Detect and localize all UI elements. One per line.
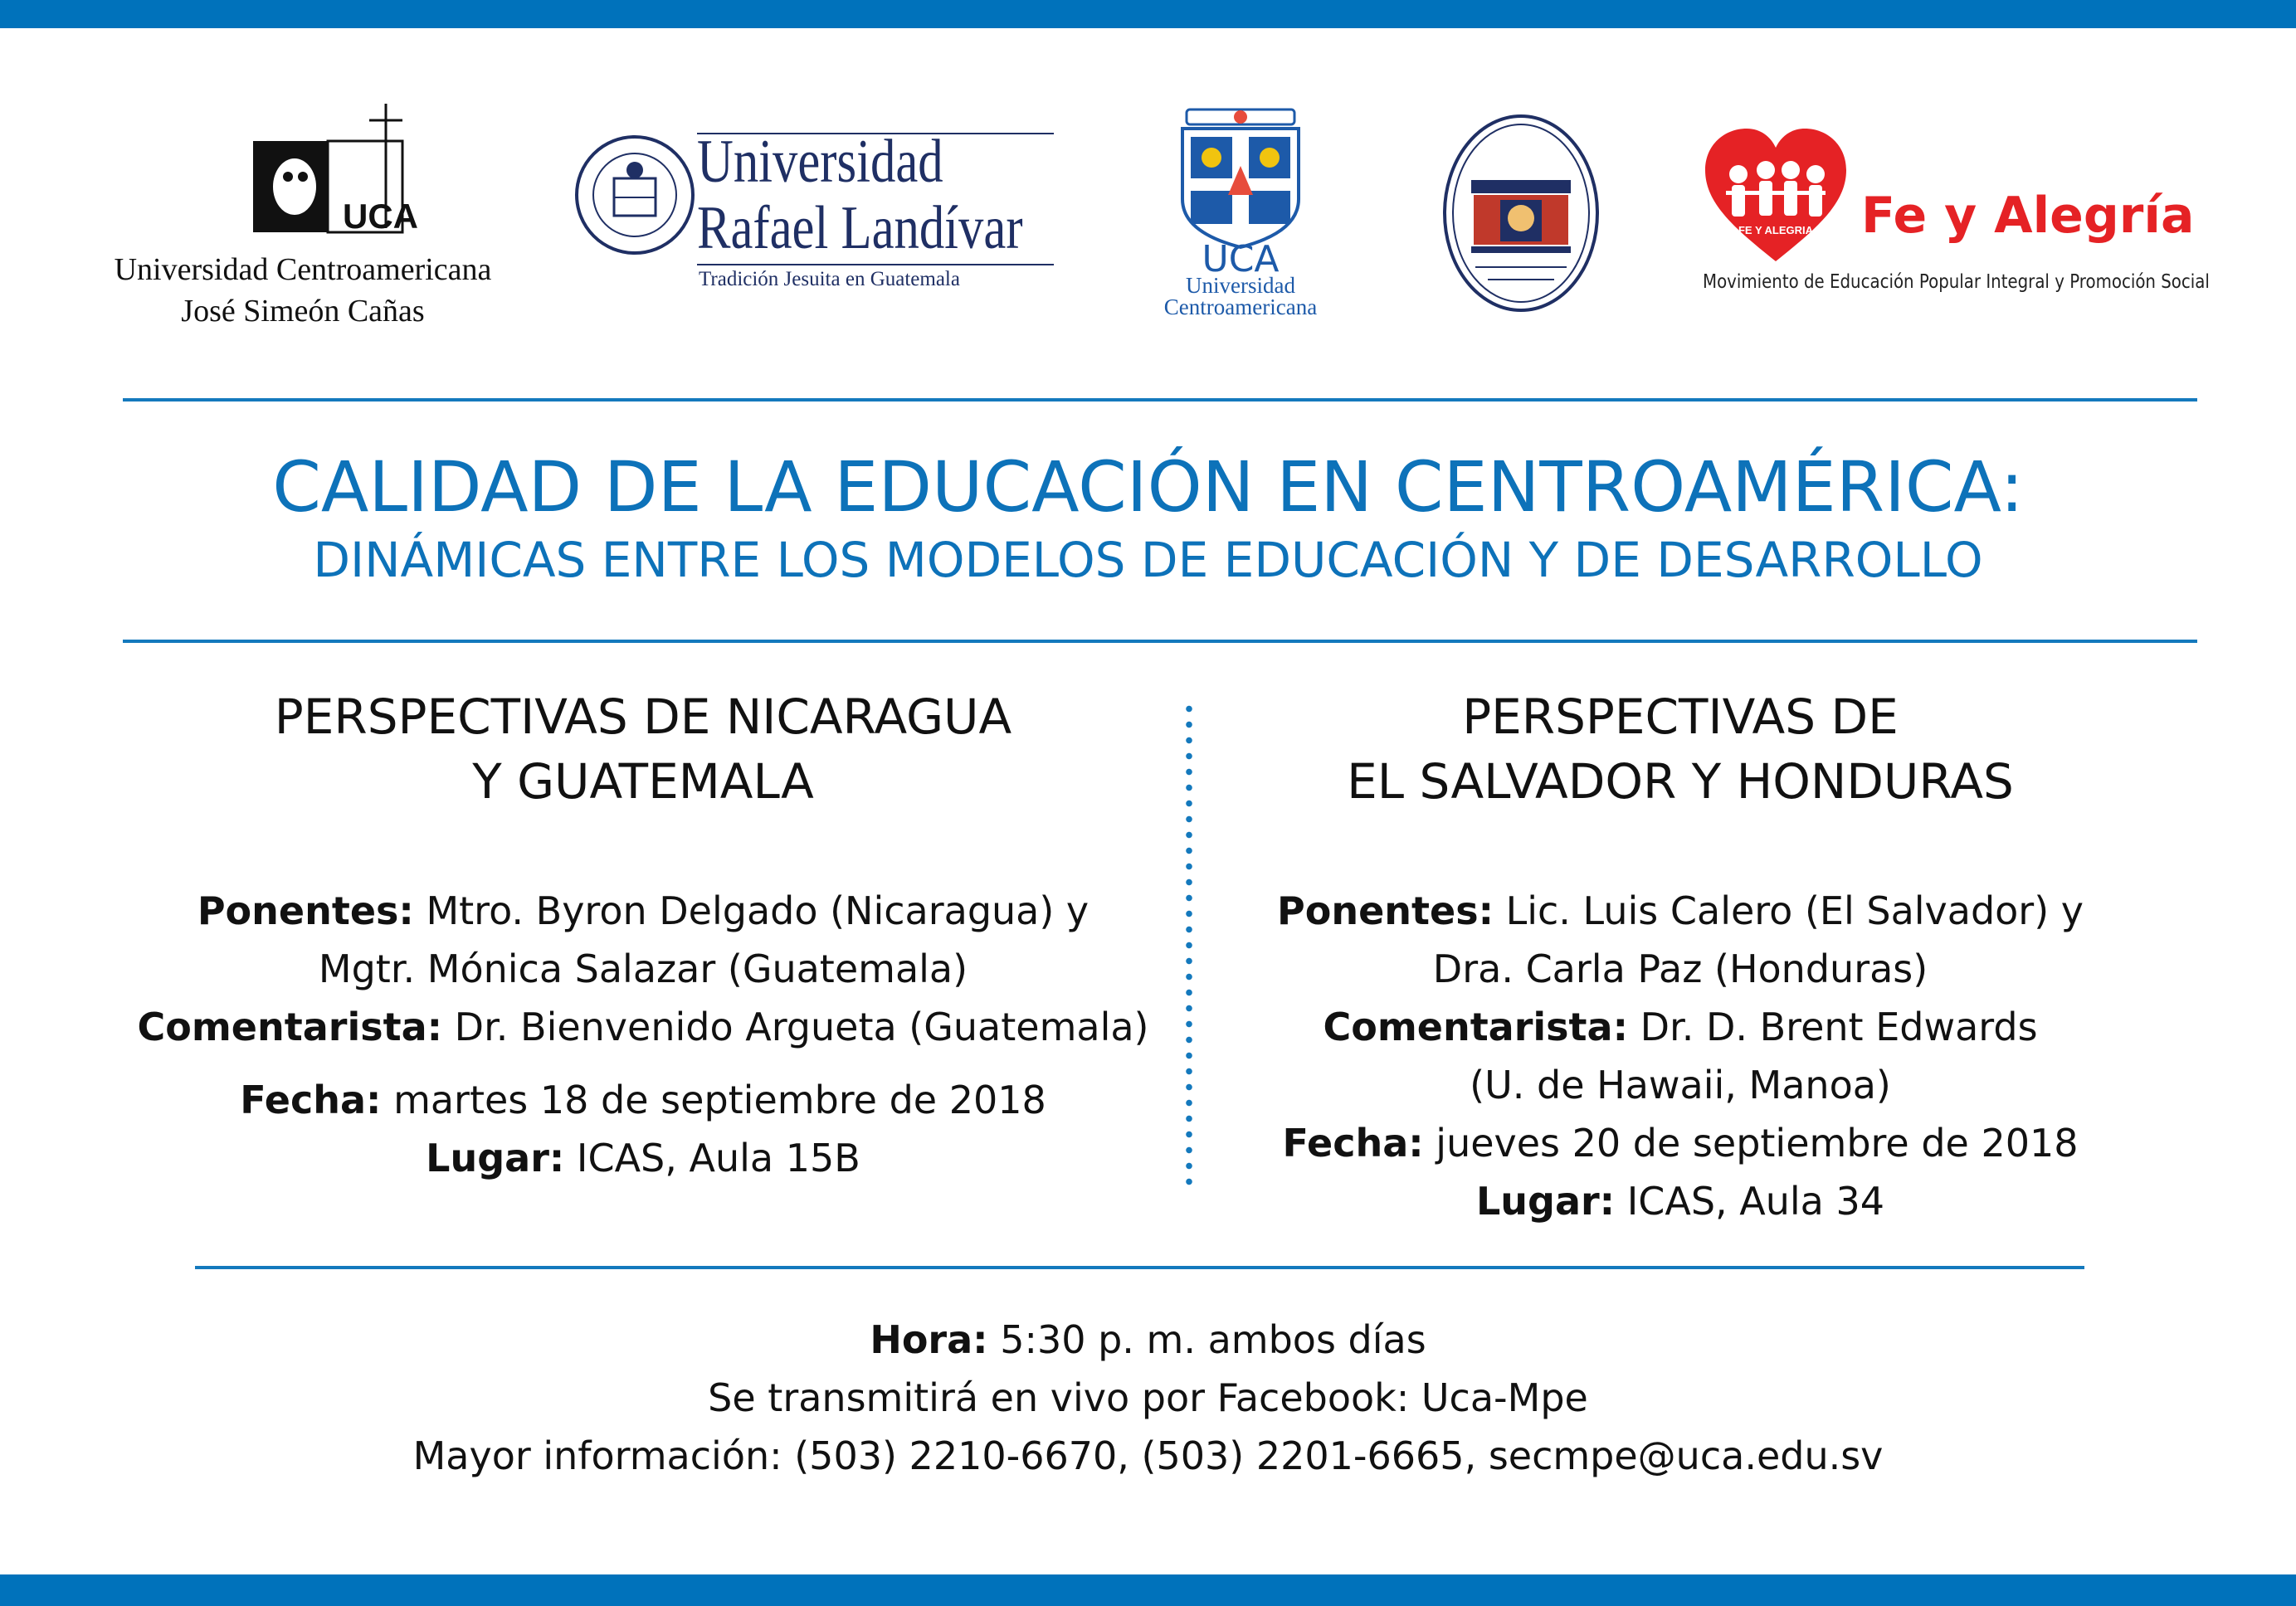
fe-y-alegria-logo [1701,124,2210,307]
hora-value: 5:30 p. m. ambos días [1000,1317,1426,1362]
url-bottom-rule [697,264,1054,265]
right-ponentes [1211,882,2149,940]
right-lugar [1211,1172,2149,1230]
divider-top [123,398,2197,402]
fya-brand: Fe y Alegría [1861,187,2195,245]
right-comentarista-label: Comentarista: [1323,1005,1628,1049]
dotted-column-separator [1186,701,1192,1186]
panel-nicaragua-guatemala [108,684,1178,1187]
right-fecha [1211,1114,2149,1172]
right-fecha-value: jueves 20 de septiembre de 2018 [1436,1121,2079,1166]
upn-seal-icon [1442,114,1600,313]
left-lugar [108,1129,1178,1187]
left-ponentes-label: Ponentes: [197,888,414,933]
sub-title: DINÁMICAS ENTRE LOS MODELOS DE EDUCACIÓN Y DE DESARROLLO [313,532,1983,588]
url-logo [573,124,1070,307]
left-lugar-value: ICAS, Aula 15B [576,1136,860,1180]
info-line: Mayor información: (503) 2210-6670, (503) 2201-6665, secmpe@uca.edu.sv [412,1433,1884,1478]
right-lugar-value: ICAS, Aula 34 [1626,1179,1885,1224]
left-fecha [108,1071,1178,1129]
left-comentarista-value: Dr. Bienvenido Argueta (Guatemala) [454,1005,1149,1049]
uca-owl-cross-icon [253,104,452,236]
uca-name-line2: José Simeón Cañas [181,294,425,328]
right-heading-2: EL SALVADOR Y HONDURAS [1347,753,2014,810]
heart-text: FE Y ALEGRIA [1738,224,1814,236]
uca-shield-icon [1170,108,1311,249]
divider-middle [123,640,2197,643]
left-comentarista-label: Comentarista: [137,1005,443,1049]
divider-bottom [195,1266,2084,1269]
left-ponentes-2: Mgtr. Mónica Salazar (Guatemala) [318,947,968,991]
main-title: CALIDAD DE LA EDUCACIÓN EN CENTROAMÉRICA: [272,446,2024,528]
right-comentarista-1: Dr. D. Brent Edwards [1640,1005,2038,1049]
bottom-color-bar [0,1574,2296,1606]
footer-info [0,1311,2296,1485]
uca-nic-line2: Universidad [1186,273,1295,298]
left-lugar-label: Lugar: [426,1136,565,1180]
right-comentarista-2: (U. de Hawaii, Manoa) [1470,1063,1891,1107]
uca-nicaragua-logo [1129,108,1353,324]
right-fecha-label: Fecha: [1282,1121,1424,1166]
right-lugar-label: Lugar: [1475,1179,1616,1224]
right-ponentes-label: Ponentes: [1277,888,1494,933]
left-heading-1: PERSPECTIVAS DE NICARAGUA [274,689,1012,745]
fya-tagline: Movimiento de Educación Popular Integral y Promoción Social [1703,271,2210,293]
left-comentarista [108,998,1178,1056]
right-ponentes-2: Dra. Carla Paz (Honduras) [1432,947,1928,991]
hora-line [0,1311,2296,1369]
heart-children-icon [1701,124,1850,265]
left-ponentes-1: Mtro. Byron Delgado (Nicaragua) y [426,888,1090,933]
right-heading-1: PERSPECTIVAS DE [1462,689,1899,745]
url-tagline: Tradición Jesuita en Guatemala [699,268,960,290]
hora-label: Hora: [870,1317,988,1362]
right-comentarista [1211,998,2149,1056]
panel-el-salvador-honduras [1211,684,2149,1230]
uca-nic-line3: Centroamericana [1163,294,1318,319]
right-ponentes-1: Lic. Luis Calero (El Salvador) y [1505,888,2084,933]
left-fecha-value: martes 18 de septiembre de 2018 [393,1078,1046,1122]
uca-mark-text: UCA [343,197,418,236]
transmision-line: Se transmitirá en vivo por Facebook: Uca-Mpe [708,1375,1588,1420]
left-ponentes [108,882,1178,940]
left-fecha-label: Fecha: [240,1078,382,1122]
url-line1: Universidad [697,128,943,196]
url-seal-icon [573,133,697,257]
top-color-bar [0,0,2296,28]
uca-el-salvador-logo [104,104,502,328]
url-line2: Rafael Landívar [697,194,1023,262]
left-heading-2: Y GUATEMALA [472,753,814,810]
uca-nic-line1: UCA [1202,238,1280,280]
uca-name-line1: Universidad Centroamericana [114,252,492,287]
upn-honduras-logo [1442,114,1600,313]
